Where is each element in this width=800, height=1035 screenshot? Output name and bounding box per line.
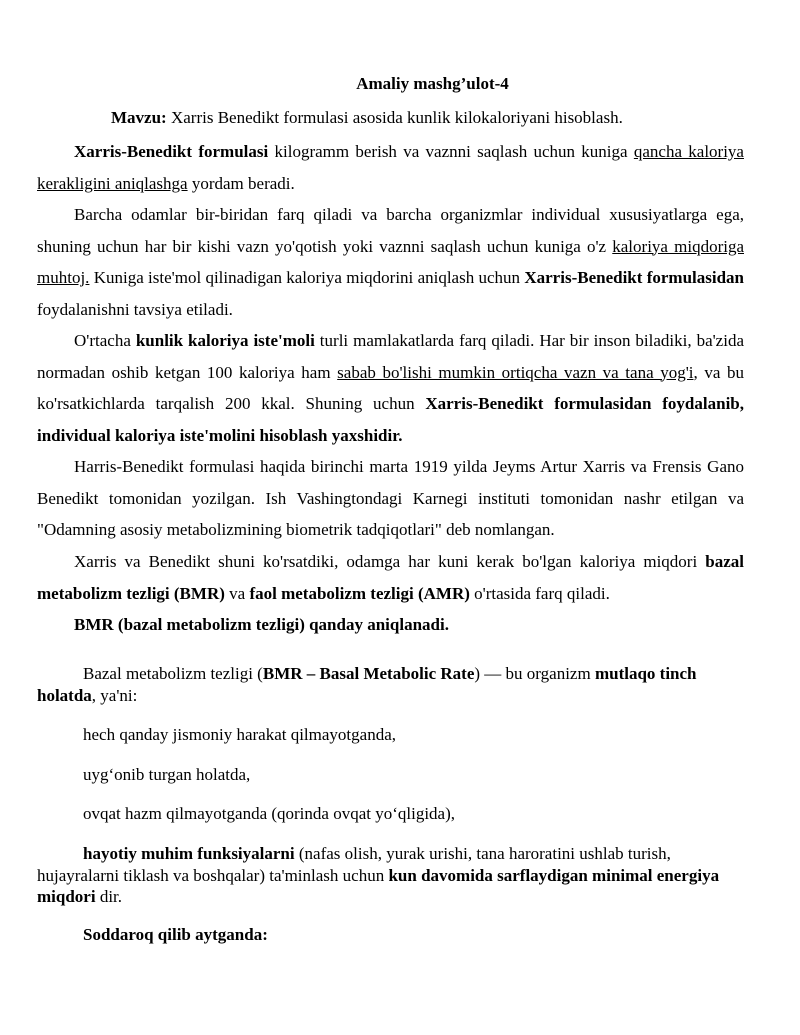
paragraph-individual: [37, 199, 744, 325]
text-run: dir.: [95, 887, 123, 906]
text-run: turli mamlakatlarda farq qiladi. Har bir inson biladiki, ba'zida normadan oshib ketgan 100 kaloriya ham: [37, 331, 744, 382]
underlined-phrase: kaloriya miqdoriga muhtoj.: [37, 236, 744, 287]
paragraph-history: [37, 451, 744, 546]
bold-term: kun davomida sarflaydigan minimal energiya miqdori: [37, 865, 720, 906]
paragraph-bmr-amr: [37, 546, 744, 609]
text-run: ) — bu organizm: [474, 664, 595, 683]
list-item: hech qanday jismoniy harakat qilmayotganda,: [83, 725, 396, 744]
underlined-phrase: qancha kaloriya kerakligini aniqlashga: [37, 142, 744, 193]
text-run: yordam beradi.: [187, 173, 295, 193]
underlined-phrase: sabab bo'lishi mumkin ortiqcha vazn va tana yog'i: [337, 362, 694, 382]
page-title: Amaliy mashg’ulot-4: [356, 74, 509, 93]
topic-line: [111, 105, 623, 131]
paragraph-daily-calories: [37, 325, 744, 451]
heading-text: BMR (bazal metabolizm tezligi) qanday aniqlanadi.: [74, 615, 449, 634]
text-run: Xarris va Benedikt shuni ko'rsatdiki, odamga har kuni kerak bo'lgan kaloriya miqdori: [74, 552, 706, 571]
text-run: foydalanishni tavsiya etiladi.: [37, 299, 233, 319]
topic-label: Mavzu:: [111, 108, 167, 127]
bold-term: faol metabolizm tezligi (AMR): [249, 583, 470, 603]
bold-term: Xarris-Benedikt formulasidan: [524, 268, 744, 287]
bold-term: kunlik kaloriya iste'moli: [135, 331, 315, 350]
paragraph-bmr-definition: [37, 663, 747, 706]
bold-term: Xarris-Benedikt formulasidan foydalanib, individual kaloriya iste'molini hisoblash yaxshidir.: [37, 394, 744, 445]
bold-term: mutlaqo tinch holatda: [37, 664, 697, 705]
text-run: O'rtacha: [74, 331, 136, 350]
list-item: ovqat hazm qilmayotganda (qorinda ovqat yo‘qligida),: [83, 804, 456, 823]
bold-term: Xarris-Benedikt formulasi: [74, 142, 269, 161]
text-run: (nafas olish, yurak urishi, tana haroratini ushlab turish, hujayralarni tiklash va boshqalar) ta'minlash uchun: [37, 844, 671, 885]
list-item: uyg‘onib turgan holatda,: [83, 765, 251, 784]
text-run: , va bu ko'rsatkichlarda tarqalish 200 kkal. Shuning uchun: [37, 362, 744, 413]
bold-term: hayotiy muhim funksiyalarni: [83, 844, 295, 863]
text-run: kilogramm berish va vaznni saqlash uchun kuniga: [268, 142, 634, 161]
heading-text: Soddaroq qilib aytganda:: [83, 925, 268, 944]
text-run: , ya'ni:: [91, 685, 138, 705]
text-run: Kuniga iste'mol qilinadigan kaloriya miqdorini aniqlash uchun: [89, 268, 525, 287]
text-run: va: [224, 583, 250, 603]
paragraph-intro: [37, 136, 744, 199]
text-run: Harris-Benedikt formulasi haqida birinchi marta 1919 yilda Jeyms Artur Xarris va Frensis Gano Benedikt tomonidan yozilgan. Ish Vashingtondagi Karnegi instituti tomonidan nashr etilgan va "Odamning asosiy metabolizmining biometrik tadqiqotlari" deb nomlangan.: [37, 457, 744, 539]
text-run: Barcha odamlar bir-biridan farq qiladi va barcha organizmlar individual xususiyatlarga ega, shuning uchun har bir kishi vazn yo'qotish yoki vaznni saqlash uchun kuniga o'z: [37, 205, 744, 256]
bold-term: bazal metabolizm tezligi (BMR): [37, 552, 744, 603]
text-run: o'rtasida farq qiladi.: [469, 583, 610, 603]
topic-text: Xarris Benedikt formulasi asosida kunlik kilokaloriyani hisoblash.: [166, 108, 623, 127]
section-heading-bmr: [74, 609, 781, 641]
bold-term: BMR – Basal Metabolic Rate: [262, 664, 475, 683]
text-run: Bazal metabolizm tezligi (: [83, 664, 263, 683]
paragraph-vital-functions: [37, 843, 747, 908]
section-heading-simple: [83, 924, 268, 946]
